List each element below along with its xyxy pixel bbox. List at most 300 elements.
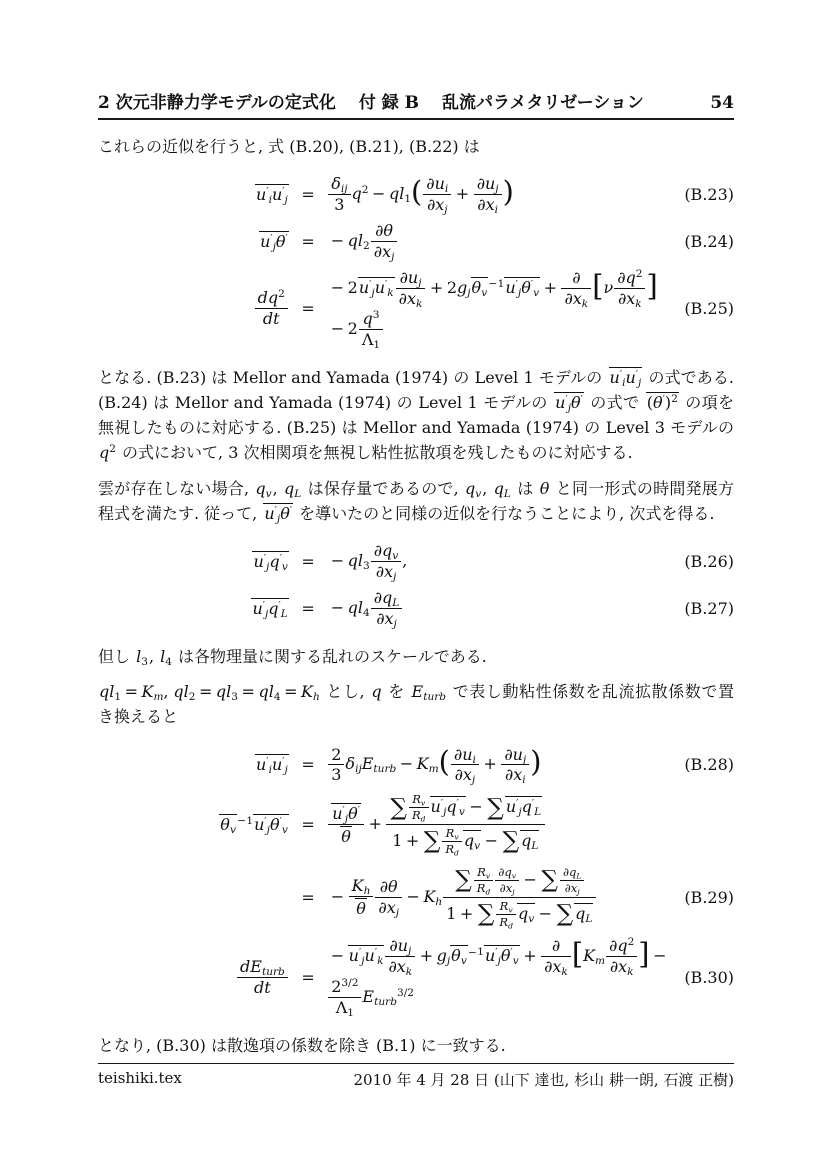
rhs-math <box>327 587 403 630</box>
math-operator: − <box>330 597 345 617</box>
math-var: r <box>434 691 440 704</box>
prime-mark: ′ <box>369 279 372 291</box>
math-var: h <box>363 884 371 897</box>
math-var: q <box>575 903 586 923</box>
prime-mark: ′ <box>285 233 288 245</box>
subscript <box>394 618 397 630</box>
math-var: L <box>534 806 542 819</box>
math-number: 1 <box>347 1007 354 1020</box>
numerator <box>560 865 584 880</box>
prime-mark: ′ <box>264 816 267 828</box>
math-var: K <box>300 682 313 701</box>
math-var: j <box>444 204 448 217</box>
denominator <box>386 824 545 858</box>
math-operator: − <box>538 903 553 923</box>
math-var: u <box>256 185 267 205</box>
math-number: / <box>403 987 408 1000</box>
math-var: j <box>418 277 422 290</box>
denominator <box>561 288 591 309</box>
equation-number: (B.24) <box>684 231 734 251</box>
greek-symbol: θ <box>471 277 482 297</box>
fraction <box>495 865 519 896</box>
denominator <box>474 194 502 215</box>
numerator <box>561 268 591 288</box>
prime-mark: ′ <box>278 600 281 612</box>
page-number: 54 <box>710 93 734 113</box>
math-number: 1 <box>114 691 122 704</box>
paragraph: 雲が存在しない場合, qv, qL は保存量であるので, qv, qL は θ と同一形式の時間発展方程式を満たす. 従って, u′jθ′ を導いたのと同様の近似を行なうことにより, 次式を得る. <box>98 478 734 525</box>
paragraph: ql1 = Km, ql2 = ql3 = ql4 = Kh とし, q を Eturb で表し動粘性係数を乱流拡散係数で置き換えると <box>98 682 734 727</box>
math-var: u <box>397 936 408 956</box>
greek-symbol: ∂ <box>388 957 397 977</box>
math-number: 3 <box>372 308 380 321</box>
equation-number: (B.29) <box>684 887 734 907</box>
math-var: q <box>382 587 393 607</box>
math-var: k <box>561 966 568 979</box>
math-var: K <box>583 946 596 966</box>
math-var: R <box>412 792 421 807</box>
subscript <box>373 764 396 776</box>
math-var: L <box>294 487 302 500</box>
denominator <box>474 880 494 896</box>
equals-glyph: = <box>301 887 315 907</box>
math-number: 1 <box>446 903 457 923</box>
subscript <box>513 956 519 968</box>
math-var: j <box>518 806 522 819</box>
math-var: u <box>264 503 275 523</box>
subscript <box>576 871 581 880</box>
math-var: u <box>484 174 496 194</box>
math-var: j <box>361 955 365 968</box>
math-var: q <box>362 308 373 328</box>
equation-number: (B.25) <box>684 299 734 319</box>
numerator <box>541 936 571 956</box>
greek-symbol: ∂ <box>504 765 514 785</box>
math-var: j <box>272 241 276 253</box>
lhs-math <box>219 814 289 837</box>
math-var: t <box>273 309 280 329</box>
equals-sign <box>289 788 327 861</box>
subscript <box>429 764 439 776</box>
superscript <box>278 289 285 301</box>
math-var: x <box>572 288 582 308</box>
subscript <box>421 815 426 824</box>
overline <box>471 277 489 297</box>
subscript <box>435 896 442 908</box>
denominator <box>349 896 374 919</box>
math-var: q <box>173 682 184 701</box>
equals-glyph: = <box>301 299 315 319</box>
math-operator: − <box>484 831 499 851</box>
math-var: u <box>374 277 386 297</box>
math-var: L <box>280 607 288 620</box>
subscript <box>423 691 446 703</box>
math-var: R <box>499 898 509 913</box>
inline-math <box>493 479 512 498</box>
math-var: t <box>264 977 271 997</box>
math-number: 3 <box>341 977 349 990</box>
overline <box>430 796 466 819</box>
math-var: u <box>378 996 386 1009</box>
math-var: v <box>229 824 236 837</box>
math-var: q <box>347 230 358 250</box>
greek-symbol: ∂ <box>504 744 513 764</box>
math-var: x <box>382 241 392 261</box>
math-var: v <box>454 832 459 842</box>
greek-symbol: θ <box>383 221 394 241</box>
math-operator: − <box>523 869 537 889</box>
fraction <box>560 865 584 896</box>
math-var: g <box>436 946 447 966</box>
denominator <box>328 194 350 215</box>
math-var: q <box>284 478 295 498</box>
subscript <box>347 1007 354 1019</box>
denominator <box>371 561 402 582</box>
math-number: 1 <box>497 278 505 290</box>
fraction <box>474 174 502 215</box>
math-var: R <box>476 880 486 895</box>
subscript <box>461 956 467 968</box>
greek-symbol: ∂ <box>373 541 383 561</box>
prime-mark: ′ <box>289 505 293 517</box>
math-var: j <box>266 561 270 574</box>
fraction <box>255 288 288 329</box>
lhs-math <box>251 599 288 618</box>
equation-rhs <box>327 585 674 632</box>
denominator <box>396 288 426 309</box>
numerator <box>328 802 364 824</box>
rhs-math <box>327 792 546 858</box>
math-var: j <box>443 806 447 819</box>
math-number: 1 <box>392 831 403 851</box>
math-number: 2 <box>363 240 370 253</box>
lhs-math <box>259 232 289 251</box>
math-var: k <box>581 297 589 310</box>
equation-number: (B.26) <box>684 551 734 571</box>
math-operator: = <box>199 682 213 701</box>
equation-group <box>98 538 734 632</box>
numerator <box>328 174 350 194</box>
denominator <box>560 880 584 896</box>
math-var: u <box>253 551 264 571</box>
inline-math <box>370 682 382 701</box>
math-var: l <box>357 597 364 617</box>
math-var: q <box>267 288 279 308</box>
fraction <box>375 877 402 918</box>
math-var: u <box>427 691 435 704</box>
math-var: K <box>416 754 429 774</box>
math-var: u <box>555 392 566 412</box>
math-var: u <box>609 367 620 387</box>
math-number: 3 <box>141 655 148 668</box>
subscript <box>474 840 480 852</box>
math-var: k <box>405 966 413 979</box>
math-operator: − <box>488 278 498 290</box>
greek-symbol: ν <box>603 277 614 297</box>
fraction <box>237 957 288 998</box>
prime-mark: ′ <box>266 186 269 198</box>
math-var: q <box>99 682 110 701</box>
math-var: h <box>435 895 443 908</box>
numerator <box>606 936 637 956</box>
math-operator: + <box>368 814 382 834</box>
denominator <box>423 194 451 215</box>
math-operator: − <box>330 230 345 250</box>
subscript <box>528 913 534 925</box>
math-var: j <box>517 286 522 299</box>
denominator <box>371 241 398 262</box>
math-var: j <box>393 617 397 630</box>
prime-mark: ′ <box>565 394 568 406</box>
superscript <box>488 278 504 290</box>
subscript <box>387 287 393 299</box>
overline <box>517 903 535 923</box>
lhs-math <box>255 755 289 777</box>
numerator <box>349 876 374 896</box>
math-var: k <box>635 297 642 310</box>
greek-symbol: θ <box>269 814 280 834</box>
overline <box>255 184 289 207</box>
numerator <box>386 791 545 824</box>
math-var: k <box>377 955 384 968</box>
denominator <box>501 764 529 785</box>
numerator <box>443 864 596 897</box>
superscript <box>373 309 380 321</box>
equals-glyph: = <box>301 598 315 618</box>
lhs-math <box>236 956 289 997</box>
numerator <box>496 899 516 914</box>
greek-symbol: θ <box>280 503 290 523</box>
math-var: q <box>568 864 577 879</box>
subscript <box>231 691 238 703</box>
math-var: d <box>257 288 268 308</box>
denominator <box>541 956 571 977</box>
overline <box>355 898 367 918</box>
math-var: b <box>439 691 447 704</box>
subscript <box>508 905 512 914</box>
math-var: d <box>454 848 459 858</box>
subscript <box>585 913 592 925</box>
greek-symbol: θ <box>521 277 531 297</box>
math-var: v <box>485 871 491 881</box>
math-operator: − <box>330 886 345 906</box>
numerator <box>385 936 415 956</box>
greek-symbol: θ <box>341 827 351 847</box>
math-var: j <box>358 763 362 776</box>
denominator <box>255 308 288 329</box>
math-var: E <box>411 682 424 701</box>
subscript <box>595 956 605 968</box>
denominator <box>443 897 596 931</box>
math-number: 2 <box>331 977 342 997</box>
math-var: R <box>499 914 509 929</box>
subscript <box>141 656 148 668</box>
big-bracket-right: ] <box>638 936 650 971</box>
math-number: 2 <box>407 987 414 1000</box>
math-var: u <box>260 231 271 251</box>
math-var: i <box>622 376 626 389</box>
superscript <box>109 444 116 456</box>
greek-symbol: θ <box>500 946 511 966</box>
greek-symbol: ∂ <box>544 957 553 977</box>
rhs-math <box>327 936 670 1020</box>
fraction <box>501 745 529 786</box>
math-var: u <box>505 797 517 817</box>
denominator <box>359 329 383 350</box>
math-var: v <box>474 840 481 853</box>
inline-math <box>283 479 302 498</box>
subscript <box>638 377 641 389</box>
math-var: q <box>521 797 532 817</box>
overline <box>520 830 539 853</box>
prime-mark: ′ <box>262 600 265 612</box>
paragraph: となる. (B.23) は Mellor and Yamada (1974) の Level 1 モデルの u′iu′j の式である. (B.24) は Mellor and Yamada (1974) の Level 1 モデルの u′jθ′ の式で $(\theta')^2$ の項を無視したものに対応する. (B.25) は Mellor and Yamada (1974) の Level 3 モデルの $q^2$ の式において, 3 次相関項を無視し粘性拡散項を残したものに対応する. <box>98 367 734 463</box>
page-body <box>98 132 734 1065</box>
subscript <box>341 183 348 195</box>
prime-mark: ′ <box>358 947 362 959</box>
math-var: K <box>423 886 436 906</box>
superscript <box>341 977 358 989</box>
math-var: q <box>347 597 358 617</box>
math-var: x <box>384 608 394 628</box>
overline <box>253 814 289 837</box>
math-var: i <box>355 763 359 776</box>
math-var: m <box>595 955 606 968</box>
math-number: ) <box>664 392 672 412</box>
subscript <box>153 691 163 703</box>
math-operator: = <box>124 682 139 701</box>
math-var: R <box>445 842 455 857</box>
equation-lhs <box>98 742 289 789</box>
fraction <box>371 221 398 262</box>
numerator <box>474 865 494 880</box>
subscript <box>534 806 541 818</box>
math-number: 2 <box>331 744 342 764</box>
equation-lhs <box>98 218 289 265</box>
math-var: v <box>511 871 516 881</box>
math-var: u <box>512 744 523 764</box>
greek-symbol: ∂ <box>609 936 618 956</box>
prime-mark: ′ <box>510 947 513 959</box>
math-operator: + <box>483 754 497 774</box>
math-var: t <box>374 996 379 1009</box>
math-var: R <box>445 826 455 841</box>
overline <box>646 392 679 412</box>
math-var: v <box>460 955 467 968</box>
math-var: v <box>281 824 288 837</box>
subscript <box>363 607 370 619</box>
math-number: 2 <box>446 277 458 297</box>
fraction <box>328 977 361 1018</box>
math-operator: + <box>523 946 537 966</box>
overline <box>251 598 288 618</box>
subscript <box>561 967 567 979</box>
denominator <box>328 764 344 785</box>
equation-group <box>98 171 734 352</box>
fraction <box>409 792 429 823</box>
math-number: 1 <box>477 946 484 959</box>
math-var: i <box>522 774 526 787</box>
math-var: x <box>626 288 636 308</box>
greek-symbol: ∂ <box>572 267 581 287</box>
sum-symbol: ∑ <box>455 866 472 894</box>
greek-symbol: ∂ <box>499 880 506 895</box>
math-var: j <box>512 887 515 897</box>
math-var: l <box>268 682 274 701</box>
denominator <box>328 824 364 847</box>
math-number: 3 <box>231 691 239 704</box>
equation-rhs <box>327 861 674 934</box>
math-var: d <box>485 887 491 897</box>
numerator <box>614 268 645 288</box>
math-var: q <box>258 682 269 701</box>
subscript <box>418 277 421 289</box>
math-number: 1 <box>373 338 381 351</box>
inline-math <box>553 393 585 412</box>
math-var: q <box>268 598 279 618</box>
math-var: v <box>265 487 272 500</box>
math-var: l <box>226 682 232 701</box>
subscript <box>282 561 288 573</box>
math-var: u <box>430 797 441 817</box>
inline-math <box>159 647 173 666</box>
math-number: 2 <box>278 288 285 301</box>
subscript <box>485 887 490 896</box>
inline-math <box>98 682 321 704</box>
overline <box>574 903 593 923</box>
fraction <box>606 936 637 977</box>
math-var: v <box>481 286 488 299</box>
prime-mark: ′ <box>516 798 519 810</box>
math-var: v <box>508 904 513 914</box>
subscript <box>481 287 487 299</box>
subscript <box>522 775 525 787</box>
math-var: u <box>266 966 273 979</box>
math-var: q <box>617 936 628 956</box>
math-var: L <box>392 597 400 610</box>
math-var: x <box>396 957 406 977</box>
greek-symbol: ∂ <box>476 174 485 194</box>
greek-symbol: ∂ <box>399 267 408 287</box>
math-var: q <box>269 551 280 571</box>
equation-row <box>98 742 734 789</box>
subscript <box>508 921 513 930</box>
numerator <box>495 865 519 880</box>
paragraph: これらの近似を行うと, 式 (B.20), (B.21), (B.22) は <box>98 137 480 156</box>
fraction <box>371 588 403 629</box>
math-number: 2 <box>347 277 358 297</box>
math-var: l <box>357 551 364 571</box>
greek-symbol: ∂ <box>373 587 383 607</box>
math-number: ( <box>646 392 654 412</box>
subscript <box>495 204 498 216</box>
denominator <box>371 608 403 629</box>
superscript <box>397 987 414 999</box>
big-paren-right: ) <box>502 174 514 209</box>
big-paren-left: ( <box>411 174 423 209</box>
math-var: x <box>406 288 416 308</box>
math-number: 1 <box>404 193 412 206</box>
math-var: g <box>457 277 468 297</box>
overline <box>609 367 643 387</box>
numerator <box>255 288 288 308</box>
math-var: v <box>392 550 399 563</box>
numerator <box>328 977 361 997</box>
math-operator: − <box>372 184 386 204</box>
equals-sign <box>289 933 327 1021</box>
math-operator: − <box>468 946 477 959</box>
math-var: v <box>512 955 519 968</box>
